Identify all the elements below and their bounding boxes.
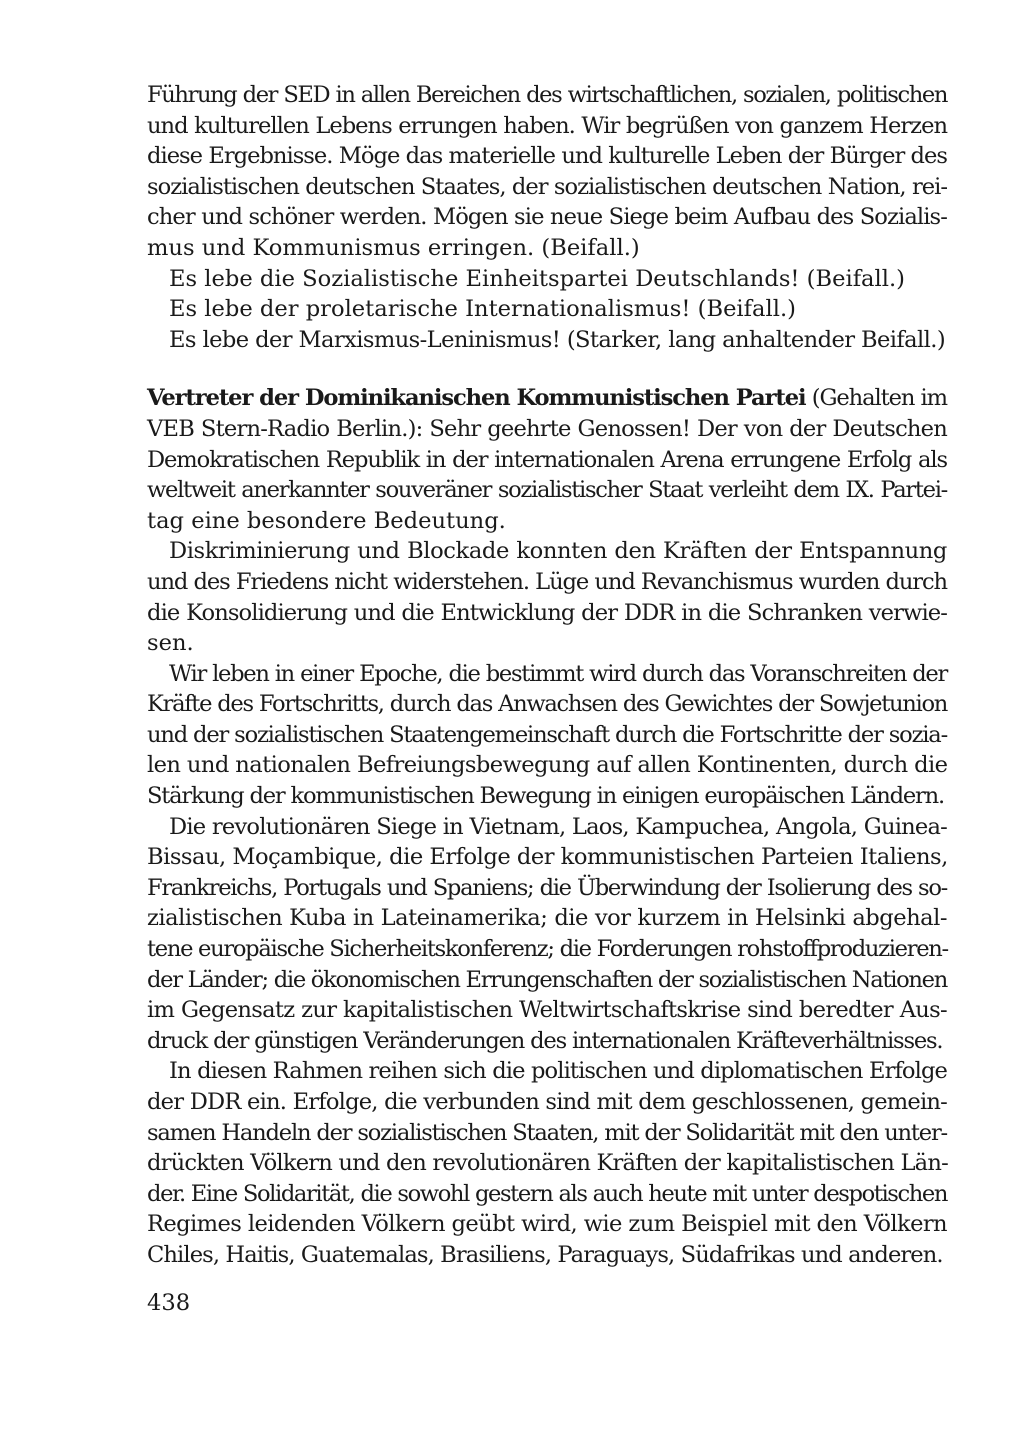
paragraph-speaker [147, 383, 947, 536]
text-line: die Konsolidierung und die Entwicklung der DDR in die Schranken verwie- [147, 599, 947, 626]
text-line: zialistischen Kuba in Lateinamerika; die vor kurzem in Helsinki abgehal- [147, 905, 947, 932]
text-line: sen. [147, 630, 194, 657]
paragraph [147, 812, 947, 1057]
text-line: drückten Völkern und den revolutionären Kräften der kapitalistischen Län- [147, 1150, 948, 1177]
slogan-line: Es lebe der proletarische Internationalismus! (Beifall.) [169, 296, 796, 323]
page-body [147, 80, 947, 1271]
speaker-note: (Gehalten im [805, 385, 947, 412]
text-line: samen Handeln der sozialistischen Staaten, mit der Solidarität mit den unter- [147, 1119, 947, 1146]
text-line: weltweit anerkannter souveräner sozialistischer Staat verleiht dem IX. Partei- [147, 477, 947, 504]
text-line: Chiles, Haitis, Guatemalas, Brasiliens, Paraguays, Südafrikas und anderen. [147, 1241, 943, 1268]
text-line: und kulturellen Lebens errungen haben. Wir begrüßen von ganzem Herzen [147, 112, 947, 139]
text-line: Bissau, Moçambique, die Erfolge der kommunistischen Parteien Italiens, [147, 844, 948, 871]
paragraph [147, 659, 947, 812]
text-line: tene europäische Sicherheitskonferenz; die Forderungen rohstoffproduzieren- [147, 936, 948, 963]
text-line: der. Eine Solidarität, die sowohl gestern als auch heute mit unter despotischen [147, 1180, 947, 1207]
text-line: Regimes leidenden Völkern geübt wird, wie zum Beispiel mit den Völkern [147, 1211, 947, 1238]
text-line: Wir leben in einer Epoche, die bestimmt wird durch das Voranschreiten der [169, 660, 947, 687]
text-line: diese Ergebnisse. Möge das materielle und kulturelle Leben der Bürger des [147, 143, 947, 170]
slogan-line: Es lebe die Sozialistische Einheitspartei Deutschlands! (Beifall.) [169, 265, 905, 292]
text-line: Stärkung der kommunistischen Bewegung in einigen europäischen Ländern. [147, 783, 944, 810]
section-gap [147, 355, 947, 383]
text-line: In diesen Rahmen reihen sich die politischen und diplomatischen Erfolge [169, 1058, 947, 1085]
text-line: im Gegensatz zur kapitalistischen Weltwirtschaftskrise sind beredter Aus- [147, 997, 947, 1024]
text-line: tag eine besondere Bedeutung. [147, 507, 506, 534]
paragraph [147, 536, 947, 658]
text-line: Frankreichs, Portugals und Spaniens; die Überwindung der Isolierung des so- [147, 874, 947, 901]
speaker-name: Vertreter der Dominikanischen Kommunistischen Partei [147, 385, 806, 412]
text-line: len und nationalen Befreiungsbewegung auf allen Kontinenten, durch die [147, 752, 948, 779]
text-line: Führung der SED in allen Bereichen des wirtschaftlichen, sozialen, politischen [147, 82, 947, 108]
text-line: sozialistischen deutschen Staates, der sozialistischen deutschen Nation, rei- [147, 173, 947, 200]
text-line: und der sozialistischen Staatengemeinschaft durch die Fortschritte der sozia- [147, 721, 947, 748]
text-line: und des Friedens nicht widerstehen. Lüge und Revanchismus wurden durch [147, 568, 947, 595]
text-line: der Länder; die ökonomischen Errungenschaften der sozialistischen Nationen [147, 966, 947, 993]
text-line: Demokratischen Republik in der internationalen Arena errungene Erfolg als [147, 446, 947, 473]
text-line: druck der günstigen Veränderungen des internationalen Kräfteverhältnisses. [147, 1027, 943, 1054]
page-number: 438 [147, 1290, 191, 1316]
text-line: VEB Stern-Radio Berlin.): Sehr geehrte Genossen! Der von der Deutschen [147, 415, 947, 442]
speaker-line [147, 383, 947, 414]
text-line: cher und schöner werden. Mögen sie neue Siege beim Aufbau des Sozialis- [147, 204, 947, 231]
text-line: der DDR ein. Erfolge, die verbunden sind mit dem geschlossenen, gemein- [147, 1089, 947, 1115]
slogans [147, 264, 947, 356]
text-line: Kräfte des Fortschritts, durch das Anwachsen des Gewichtes der Sowjetunion [147, 691, 947, 718]
paragraph [147, 1056, 947, 1270]
text-line: Diskriminierung und Blockade konnten den Kräften der Entspannung [169, 538, 947, 565]
text-line: mus und Kommunismus erringen. (Beifall.) [147, 234, 640, 261]
text-line: Die revolutionären Siege in Vietnam, Laos, Kampuchea, Angola, Guinea- [169, 813, 947, 840]
paragraph-continuation [147, 80, 947, 264]
slogan-line: Es lebe der Marxismus-Leninismus! (Starker, lang anhaltender Beifall.) [169, 326, 946, 353]
